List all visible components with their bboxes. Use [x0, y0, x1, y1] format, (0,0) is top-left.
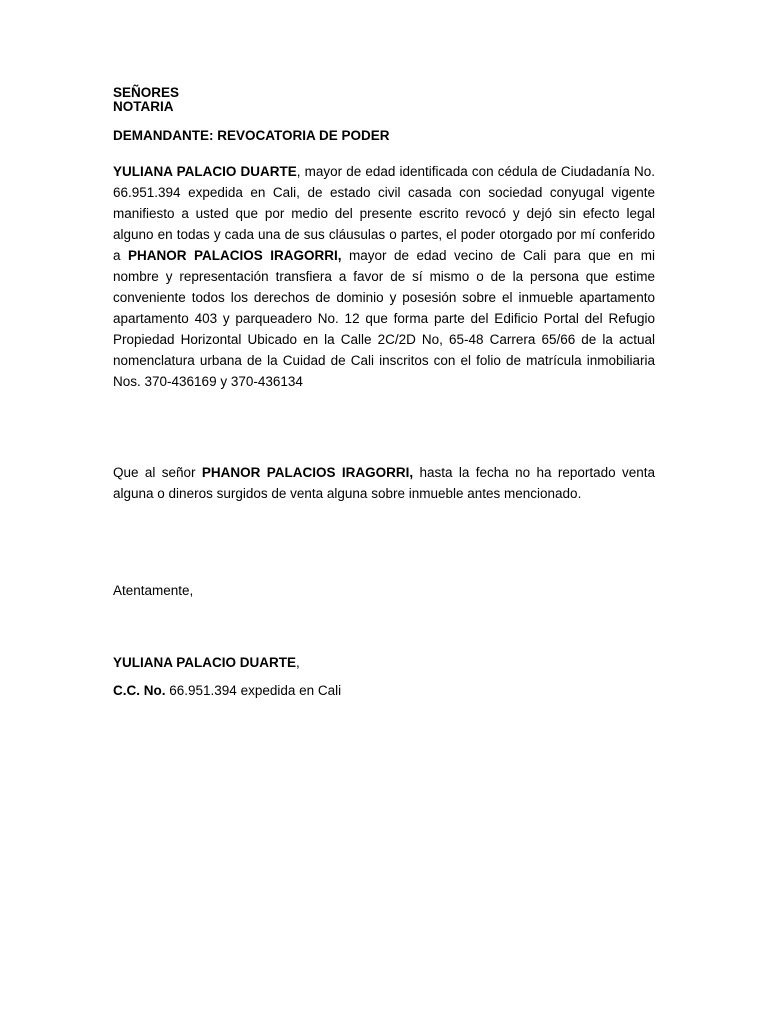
signature-name-line	[113, 655, 300, 670]
signature-id-line	[113, 683, 341, 698]
attorney-name: PHANOR PALACIOS IRAGORRI,	[128, 248, 342, 263]
subject-line: DEMANDANTE: REVOCATORIA DE PODER	[113, 128, 390, 143]
body-paragraph-2	[113, 462, 655, 504]
attorney-name-2: PHANOR PALACIOS IRAGORRI,	[201, 465, 414, 480]
signature-name: YULIANA PALACIO DUARTE	[113, 655, 296, 670]
paragraph-1-text-a: , mayor de edad identificada con cédula de Ciudadanía No. 66.951.394 expedida en Cali, de estado civil casada con sociedad conyugal vigente manifiesto a usted que por medio del presente escrito revocó y dejó sin efecto legal alguno en todas y cada una de sus cláusulas o partes, el poder otorgado por mí conferido a	[113, 164, 655, 263]
grantor-name: YULIANA PALACIO DUARTE	[113, 164, 297, 179]
addressee-block	[113, 86, 179, 114]
signature-id-value: 66.951.394 expedida en Cali	[165, 683, 342, 698]
paragraph-2-text-b: hasta la fecha no ha reportado venta alguna o dineros surgidos de venta alguna sobre inmueble antes mencionado.	[113, 465, 655, 501]
addressee-line-1: SEÑORES	[113, 85, 180, 100]
body-paragraph-1	[113, 161, 655, 392]
signature-id-label: C.C. No.	[113, 683, 166, 698]
signature-name-suffix: ,	[296, 655, 300, 670]
paragraph-2-text-a: Que al señor	[113, 465, 202, 480]
addressee-line-2: NOTARIA	[113, 99, 174, 114]
paragraph-1-text-b: mayor de edad vecino de Cali para que en mi nombre y representación transfiera a favor de sí mismo o de la persona que estime conveniente todos los derechos de dominio y posesión sobre el inmueble apartamento apartamento 403 y parqueadero No. 12 que forma parte del Edificio Portal del Refugio Propiedad Horizontal Ubicado en la Calle 2C/2D No, 65-48 Carrera 65/66 de la actual nomenclatura urbana de la Cuidad de Cali inscritos con el folio de matrícula inmobiliaria Nos. 370-436169 y 370-436134	[113, 248, 655, 389]
closing-salutation: Atentamente,	[113, 583, 194, 598]
